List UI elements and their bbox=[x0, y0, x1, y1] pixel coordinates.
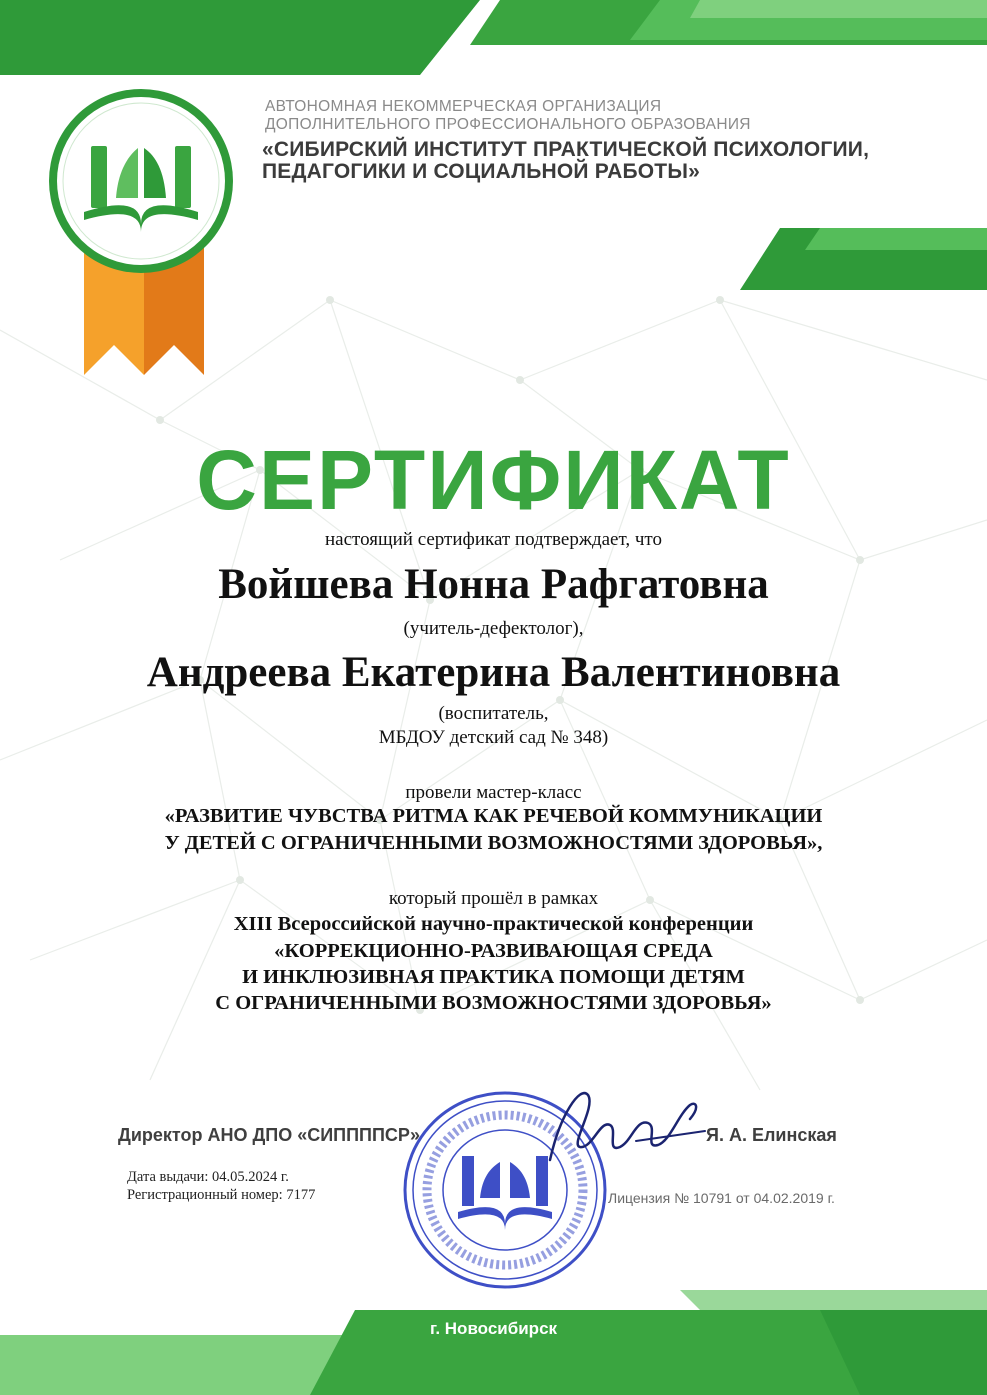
license-text: Лицензия № 10791 от 04.02.2019 г. bbox=[608, 1190, 835, 1206]
city-label: г. Новосибирск bbox=[429, 1319, 558, 1338]
book-logo-icon bbox=[46, 86, 236, 281]
conference-line2: «КОРРЕКЦИОННО-РАЗВИВАЮЩАЯ СРЕДА bbox=[274, 940, 713, 962]
conference-line3: И ИНКЛЮЗИВНАЯ ПРАКТИКА ПОМОЩИ ДЕТЯМ bbox=[242, 966, 745, 988]
person1-name: Войшева Нонна Рафгатовна bbox=[218, 561, 769, 608]
person2-role-line2: МБДОУ детский сад № 348) bbox=[378, 727, 609, 748]
org-type-line1: АВТОНОМНАЯ НЕКОММЕРЧЕСКАЯ ОРГАНИЗАЦИЯ bbox=[265, 98, 662, 115]
institute-name-line1: «СИБИРСКИЙ ИНСТИТУТ ПРАКТИЧЕСКОЙ ПСИХОЛОГИИ, bbox=[262, 138, 870, 161]
action-text: провели мастер-класс bbox=[405, 782, 582, 803]
intro-text: настоящий сертификат подтверждает, что bbox=[325, 529, 662, 550]
person2-role-line1: (воспитатель, bbox=[438, 703, 549, 724]
institute-name-line2: ПЕДАГОГИКИ И СОЦИАЛЬНОЙ РАБОТЫ» bbox=[262, 160, 700, 183]
masterclass-title-line1: «РАЗВИТИЕ ЧУВСТВА РИТМА КАК РЕЧЕВОЙ КОММУНИКАЦИИ bbox=[164, 805, 823, 827]
director-name: Я. А. Елинская bbox=[706, 1125, 837, 1145]
person2-name: Андреева Екатерина Валентиновна bbox=[146, 649, 841, 696]
signature-icon bbox=[540, 1075, 710, 1190]
director-title: Директор АНО ДПО «СИППППСР» bbox=[118, 1125, 420, 1145]
masterclass-title-line2: У ДЕТЕЙ С ОГРАНИЧЕННЫМИ ВОЗМОЖНОСТЯМИ ЗДОРОВЬЯ», bbox=[164, 832, 823, 854]
issue-date: Дата выдачи: 04.05.2024 г. bbox=[127, 1169, 289, 1185]
bottom-green-band bbox=[0, 1290, 987, 1395]
conference-line4: С ОГРАНИЧЕННЫМИ ВОЗМОЖНОСТЯМИ ЗДОРОВЬЯ» bbox=[215, 992, 772, 1014]
org-type-line2: ДОПОЛНИТЕЛЬНОГО ПРОФЕССИОНАЛЬНОГО ОБРАЗОВАНИЯ bbox=[265, 116, 751, 133]
conference-line1: XIII Всероссийской научно-практической конференции bbox=[233, 913, 754, 935]
certificate-title: СЕРТИФИКАТ bbox=[196, 433, 791, 527]
person1-role: (учитель-дефектолог), bbox=[403, 618, 584, 639]
context-text: который прошёл в рамках bbox=[388, 888, 599, 909]
registration-number: Регистрационный номер: 7177 bbox=[127, 1187, 316, 1203]
